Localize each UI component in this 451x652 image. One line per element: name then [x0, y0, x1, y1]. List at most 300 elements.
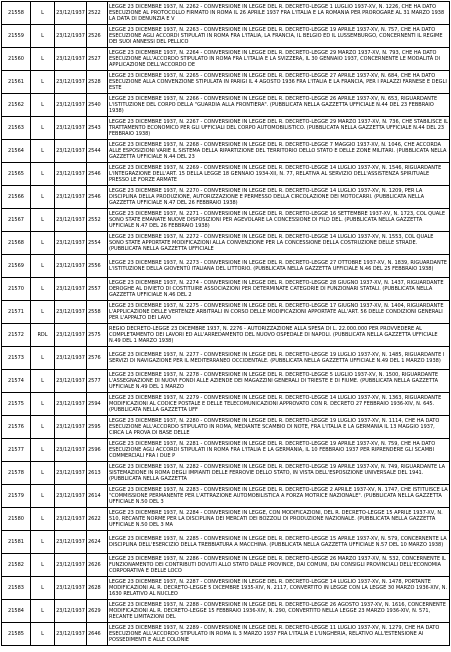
- row-date: [55, 278, 87, 301]
- row-number: [2, 140, 31, 163]
- row-number: [2, 393, 31, 416]
- row-description-text: LEGGE 23 DICEMBRE 1937, N. 2268 - CONVERSIONE IN LEGGE DEL R. DECRETO-LEGGE 7 MAGGIO 1937-XV, N. 1046, CHE ACCORDA ALLE ESPOSIZIONI VARIE IL SISTEMA DELLA RIPARTIZIONE DEL TERRITORIO DELLO STATO E DELLE ZONE MILITARI. (PUBBLICATA NELLA GAZZETTA UFFICIALE N.44 DEL 23: [109, 142, 447, 160]
- row-description-text: LEGGE 23 DICEMBRE 1937, N. 2267 - CONVERSIONE IN LEGGE DEL R. DECRETO-LEGGE 29 MARZO 1937-XV, N. 736, CHE STABILISCE IL TRATTAMENTO ECONOMICO PER GLI UFFICIALI DEL CORPO AUTOMOBILISTICO. (PUBBLICATA NELLA GAZZETTA UFFICIALE N.44 DEL 23 FEBBRAIO 1938): [109, 119, 448, 137]
- row-act-type-text: L: [41, 79, 44, 85]
- row-number: [2, 71, 31, 94]
- row-page: [87, 324, 108, 347]
- row-number-text: 21569: [8, 263, 24, 269]
- row-date: [55, 554, 87, 577]
- row-description-text: LEGGE 23 DICEMBRE 1937, N. 2284 - CONVERSIONE IN LEGGE, CON MODIFICAZIONI, DEL R. DECRETO-LEGGE 15 APRILE 1937-XV, N. 510, RECANTE NORME PER LA DISCIPLINA DEI MERCATI DEI BOZZOLI DI PRODUZIONE NAZIONALE. (PUBBLICATA NELLA GAZZETTA UFFICIALE N.50 DEL 3 MA: [109, 510, 443, 528]
- row-page-text: 2540: [88, 102, 101, 108]
- row-act-type-text: L: [41, 470, 44, 476]
- row-date-text: 23/12/1937: [56, 102, 85, 108]
- row-date: [55, 577, 87, 600]
- row-description: [108, 301, 450, 324]
- row-page: [87, 163, 108, 186]
- row-number-text: 21583: [8, 585, 24, 591]
- row-page-text: 2528: [88, 79, 101, 85]
- row-date-text: 23/12/1937: [56, 309, 85, 315]
- row-date: [55, 209, 87, 232]
- row-act-type-text: L: [41, 539, 44, 545]
- row-act-type: [31, 71, 55, 94]
- row-date: [55, 2, 87, 25]
- row-page-text: 2594: [88, 401, 101, 407]
- row-number-text: 21581: [8, 539, 24, 545]
- row-description-text: LEGGE 23 DICEMBRE 1937, N. 2281 - CONVERSIONE IN LEGGE DEL R. DECRETO-LEGGE 19 APRILE 1937-XV, N. 759, CHE HA DATO ESECUZIONE AGLI ACCORDI STIPULATI IN ROMA FRA L'ITALIA E LA GERMANIA, IL 10 FEBBRAIO 1937 PER RIPRENDERE GLI SCAMBI COMMERCIALI FRA I DUE P: [109, 441, 436, 459]
- row-number: [2, 439, 31, 462]
- row-page: [87, 117, 108, 140]
- row-page: [87, 554, 108, 577]
- row-act-type: [31, 600, 55, 623]
- row-number-text: 21572: [8, 332, 24, 338]
- row-act-type-text: L: [41, 493, 44, 499]
- row-act-type: [31, 393, 55, 416]
- row-number-text: 21577: [8, 447, 24, 453]
- row-date: [55, 301, 87, 324]
- row-date-text: 23/12/1937: [56, 332, 85, 338]
- row-description: [108, 140, 450, 163]
- row-number-text: 21584: [8, 608, 24, 614]
- table-row: [2, 186, 450, 209]
- row-act-type: [31, 2, 55, 25]
- row-act-type-text: RDL: [37, 332, 48, 338]
- row-number: [2, 508, 31, 531]
- row-number: [2, 209, 31, 232]
- row-page: [87, 140, 108, 163]
- table-row: [2, 531, 450, 554]
- row-date-text: 23/12/1937: [56, 263, 85, 269]
- row-date: [55, 324, 87, 347]
- row-description: [108, 255, 450, 278]
- row-date-text: 23/12/1937: [56, 148, 85, 154]
- row-number-text: 21582: [8, 562, 24, 568]
- row-number: [2, 485, 31, 508]
- row-act-type: [31, 255, 55, 278]
- row-page-text: 2622: [88, 516, 101, 522]
- row-date: [55, 232, 87, 255]
- row-description: [108, 94, 450, 117]
- row-number-text: 21568: [8, 240, 24, 246]
- row-act-type-text: L: [41, 378, 44, 384]
- row-date-text: 23/12/1937: [56, 33, 85, 39]
- row-description-text: LEGGE 23 DICEMBRE 1937, N. 2263 - CONVERSIONE IN LEGGE DEL R. DECRETO-LEGGE 19 APRILE 1937-XV, N. 757, CHE HA DATO ESECUZIONE AGLI ACCORDI STIPULATI IN ROMA FRA L'ITALIA, LA FRANCIA, IL BELGIO ED IL LUSSEMBURGO, CONCERNENTI IL REGIME DEI SUOI ANNESSI DEL PELLICO: [109, 27, 443, 45]
- row-act-type: [31, 209, 55, 232]
- row-page-text: 2522: [88, 10, 101, 16]
- row-page: [87, 347, 108, 370]
- row-act-type: [31, 301, 55, 324]
- row-act-type-text: L: [41, 286, 44, 292]
- row-description-text: LEGGE 23 DICEMBRE 1937, N. 2265 - CONVERSIONE IN LEGGE DEL R. DECRETO-LEGGE 27 APRILE 1937-XV, N. 684, CHE HA DATO ESECUZIONE ALLA CONVENZIONE STIPULATA IN PARIGI IL 4 AGOSTO 1936 FRA L'ITALIA E LA FRANCIA, PER I PALAZZI FARNESE E DEGLI ESTE: [109, 73, 447, 91]
- table-row: [2, 623, 450, 646]
- row-act-type: [31, 508, 55, 531]
- table-row: [2, 140, 450, 163]
- row-description: [108, 416, 450, 439]
- row-date: [55, 140, 87, 163]
- row-description-text: LEGGE 23 DICEMBRE 1937, N. 2264 - CONVERSIONE IN LEGGE DEL R. DECRETO-LEGGE 29 MARZO 1937-XV, N. 793, CHE HA DATO ESECUZIONE ALL'ACCORDO STIPULATO IN ROMA FRA L'ITALIA E LA SVIZZERA, IL 30 GENNAIO 1937, CONCERNENTE LE MODALITÀ DI APPLICAZIONE DELL'ACCORDO DE: [109, 50, 441, 68]
- row-date: [55, 531, 87, 554]
- row-description-text: LEGGE 23 DICEMBRE 1937, N. 2289 - CONVERSIONE IN LEGGE DEL R. DECRETO-LEGGE 11 LUGLIO 1937-XV, N. 1279, CHE HA DATO ESECUZIONE ALL'ACCORDO STIPULATO IN ROMA IL 3 MARZO 1937 FRA L'ITALIA E L'UNGHERIA, RELATIVO ALL'ESTENSIONE AI POSSEDIMENTI E ALLE COLONIE: [109, 625, 440, 643]
- table-row: [2, 393, 450, 416]
- row-description: [108, 347, 450, 370]
- row-page-text: 2552: [88, 217, 101, 223]
- row-act-type: [31, 278, 55, 301]
- row-description-text: REGIO DECRETO-LEGGE 23 DICEMBRE 1937, N. 2276 - AUTORIZZAZIONE ALLA SPESA DI L. 22.000.000 PER PROVVEDERE AL COMPLETAMENTO DEI LAVORI ED ALL'ARREDAMENTO DEL NUOVO OSPEDALE DI NAPOLI. (PUBBLICATA NELLA GAZZETTA UFFICIALE N.49 DEL 1 MARZO 1938): [109, 326, 438, 344]
- row-number: [2, 600, 31, 623]
- table-row: [2, 25, 450, 48]
- row-date: [55, 117, 87, 140]
- row-page-text: 2543: [88, 125, 101, 131]
- row-description: [108, 186, 450, 209]
- row-number: [2, 324, 31, 347]
- row-date: [55, 48, 87, 71]
- row-page-text: 2576: [88, 355, 101, 361]
- row-number: [2, 278, 31, 301]
- row-number-text: 21571: [8, 309, 24, 315]
- row-page-text: 2526: [88, 33, 101, 39]
- row-number: [2, 531, 31, 554]
- row-number-text: 21565: [8, 171, 24, 177]
- row-description-text: LEGGE 23 DICEMBRE 1937, N. 2274 - CONVERSIONE IN LEGGE DEL R. DECRETO-LEGGE 28 GIUGNO 1937-XV, N. 1437, RIGUARDANTE DEROGHE AL DIVIETO DI COSTITUIRE ASSOCIAZIONI PER DETERMINATE CATEGORIE DI FUNZIONARI STATALI. (PUBBLICATA NELLA GAZZETTA UFFICIALE N.46 DEL 2: [109, 280, 444, 298]
- row-number-text: 21558: [8, 10, 24, 16]
- row-page-text: 2557: [88, 286, 101, 292]
- row-page: [87, 370, 108, 393]
- row-page: [87, 439, 108, 462]
- row-number-text: 21559: [8, 33, 24, 39]
- row-description: [108, 163, 450, 186]
- row-number: [2, 462, 31, 485]
- row-date-text: 23/12/1937: [56, 56, 85, 62]
- row-date-text: 23/12/1937: [56, 424, 85, 430]
- row-date: [55, 600, 87, 623]
- row-description-text: LEGGE 23 DICEMBRE 1937, N. 2288 - CONVERSIONE IN LEGGE DEL R. DECRETO-LEGGE 26 AGOSTO 1937-XV, N. 1616, CONCERNENTE MODIFICAZIONI AL R. DECRETO-LEGGE 15 FEBBRAIO 1936-XIV, N. 290, CONVERTITO NELLA LEGGE 23 MARZO 1936-XIV, N. 571, RECANTE LIMITAZIONI DEL: [109, 602, 446, 620]
- row-date: [55, 393, 87, 416]
- row-act-type: [31, 439, 55, 462]
- row-act-type-text: L: [41, 401, 44, 407]
- row-date-text: 23/12/1937: [56, 631, 85, 637]
- row-page-text: 2527: [88, 56, 101, 62]
- row-date: [55, 370, 87, 393]
- row-number: [2, 48, 31, 71]
- row-page: [87, 2, 108, 25]
- row-act-type: [31, 531, 55, 554]
- row-page-text: 2554: [88, 240, 101, 246]
- row-page: [87, 186, 108, 209]
- row-page-text: 2556: [88, 263, 101, 269]
- row-act-type: [31, 370, 55, 393]
- row-act-type: [31, 25, 55, 48]
- row-page: [87, 278, 108, 301]
- row-description: [108, 600, 450, 623]
- row-act-type-text: L: [41, 217, 44, 223]
- row-page: [87, 577, 108, 600]
- table-row: [2, 301, 450, 324]
- legislation-register-table: [1, 1, 450, 646]
- row-act-type: [31, 416, 55, 439]
- row-act-type-text: L: [41, 355, 44, 361]
- row-date-text: 23/12/1937: [56, 10, 85, 16]
- row-number: [2, 94, 31, 117]
- row-date-text: 23/12/1937: [56, 171, 85, 177]
- row-description-text: LEGGE 23 DICEMBRE 1937, N. 2280 - CONVERSIONE IN LEGGE DEL R. DECRETO-LEGGE 19 LUGLIO 1937-XV, N. 1114, CHE HA DATO ESECUZIONE ALL'ACCORDO STIPULATO IN ROMA, MEDIANTE SCAMBIO DI NOTE, FRA L'ITALIA E LA GERMANIA IL 13 MAGGIO 1937, CIRCA LA PROVA DI BASE DELLE: [109, 418, 440, 436]
- row-description-text: LEGGE 23 DICEMBRE 1937, N. 2270 - CONVERSIONE IN LEGGE DEL R. DECRETO-LEGGE 14 LUGLIO 1937-XV, N. 1209, PER LA DISCIPLINA DELLA PRODUZIONE, AUTORIZZAZIONE E PERMESSO DELLA CIRCOLAZIONE DEI MOTOCARRI. (PUBBLICATA NELLA GAZZETTA UFFICIALE N.47 DEL 26 FEBBRAIO 1938): [109, 188, 425, 206]
- row-number: [2, 232, 31, 255]
- row-date: [55, 485, 87, 508]
- row-act-type-text: L: [41, 263, 44, 269]
- row-description: [108, 117, 450, 140]
- row-description-text: LEGGE 23 DICEMBRE 1937, N. 2286 - CONVERSIONE IN LEGGE DEL R. DECRETO-LEGGE 26 MARZO 1937-XV, N. 532, CONCERNENTE IL FUNZIONAMENTO DEI CONTRIBUTI DOVUTI ALLO STATO DALLE PROVINCE, DAI COMUNI, DAI CONSIGLI PROVINCIALI DELL'ECONOMIA CORPORATIVA E DELLE LOCO: [109, 556, 446, 574]
- row-description: [108, 232, 450, 255]
- row-description-text: LEGGE 23 DICEMBRE 1937, N. 2282 - CONVERSIONE IN LEGGE DEL R. DECRETO-LEGGE 19 APRILE 1937-XV, N. 749, RIGUARDANTE LA SISTEMAZIONE IN ROMA DEGLI IMPIANTI DELLE FERROVIE DELLO STATO, IN VISTA DELL'ESPOSIZIONE UNIVERSALE DEL 1941. (PUBBLICATA NELLA GAZZETTA: [109, 464, 446, 482]
- table-row: [2, 209, 450, 232]
- row-page: [87, 462, 108, 485]
- row-page-text: 2577: [88, 378, 101, 384]
- row-description-text: LEGGE 23 DICEMBRE 1937, N. 2273 - CONVERSIONE IN LEGGE DEL R. DECRETO-LEGGE 27 OTTOBRE 1937-XV, N. 1839, RIGUARDANTE L'ISTITUZIONE DELLA GIOVENTÙ ITALIANA DEL LITTORIO. (PUBBLICATA NELLA GAZZETTA UFFICIALE N.46 DEL 25 FEBBRAIO 1938): [109, 260, 447, 272]
- row-description: [108, 508, 450, 531]
- row-number-text: 21564: [8, 148, 24, 154]
- row-page: [87, 600, 108, 623]
- row-number-text: 21574: [8, 378, 24, 384]
- row-page-text: 2614: [88, 493, 101, 499]
- table-row: [2, 577, 450, 600]
- row-page: [87, 416, 108, 439]
- row-number-text: 21567: [8, 217, 24, 223]
- row-date-text: 23/12/1937: [56, 470, 85, 476]
- row-page-text: 2575: [88, 332, 101, 338]
- row-page: [87, 94, 108, 117]
- row-number: [2, 163, 31, 186]
- table-row: [2, 485, 450, 508]
- row-act-type-text: L: [41, 585, 44, 591]
- row-act-type: [31, 577, 55, 600]
- row-date-text: 23/12/1937: [56, 286, 85, 292]
- row-description: [108, 2, 450, 25]
- row-page: [87, 71, 108, 94]
- row-page-text: 2626: [88, 562, 101, 568]
- row-description: [108, 209, 450, 232]
- row-description-text: LEGGE 23 DICEMBRE 1937, N. 2277 - CONVERSIONE IN LEGGE DEL R. DECRETO-LEGGE 19 LUGLIO 1937-XV, N. 1485, RIGUARDANTE I SERVIZI DI NAVIGAZIONE PER IL MEDITERRANEO OCCIDENTALE. (PUBBLICATA NELLA GAZZETTA UFFICIALE N.49 DEL 1 MARZO 1938): [109, 352, 445, 364]
- row-act-type: [31, 623, 55, 646]
- row-page-text: 2613: [88, 470, 101, 476]
- row-description: [108, 554, 450, 577]
- row-page-text: 2546: [88, 171, 101, 177]
- row-date: [55, 94, 87, 117]
- row-date: [55, 163, 87, 186]
- row-date-text: 23/12/1937: [56, 562, 85, 568]
- row-date-text: 23/12/1937: [56, 401, 85, 407]
- table-row: [2, 554, 450, 577]
- row-description-text: LEGGE 23 DICEMBRE 1937, N. 2283 - CONVERSIONE IN LEGGE DEL R. DECRETO-LEGGE 2 APRILE 1937-XV, N. 1747, CHE ISTITUISCE LA "COMMISSIONE PERMANENTE PER L'ATTRAZIONE AUTOMOBILISTICA A FORZA MOTRICE NAZIONALE". (PUBBLICATA NELLA GAZZETTA UFFICIALE N.50 DEL 3: [109, 487, 448, 505]
- row-number-text: 21575: [8, 401, 24, 407]
- row-date: [55, 347, 87, 370]
- row-act-type-text: L: [41, 447, 44, 453]
- table-row: [2, 508, 450, 531]
- row-number-text: 21566: [8, 194, 24, 200]
- table-row: [2, 117, 450, 140]
- row-description: [108, 531, 450, 554]
- row-page: [87, 485, 108, 508]
- table-row: [2, 255, 450, 278]
- row-act-type-text: L: [41, 424, 44, 430]
- row-description-text: LEGGE 23 DICEMBRE 1937, N. 2279 - CONVERSIONE IN LEGGE DEL R. DECRETO-LEGGE 14 LUGLIO 1937-XV, N. 1363, RIGUARDANTE MODIFICAZIONI AL CODICE POSTALE E DELLE TELECOMUNICAZIONI APPROVATO CON R. DECRETO 27 FEBBRAIO 1936-XIV, N. 645. (PUBBLICATA NELLA GAZZETTA UFF: [109, 395, 442, 413]
- row-act-type-text: L: [41, 309, 44, 315]
- row-description: [108, 370, 450, 393]
- row-number: [2, 623, 31, 646]
- row-act-type: [31, 48, 55, 71]
- row-number-text: 21580: [8, 516, 24, 522]
- row-date-text: 23/12/1937: [56, 608, 85, 614]
- row-number-text: 21578: [8, 470, 24, 476]
- row-act-type-text: L: [41, 102, 44, 108]
- row-description-text: LEGGE 23 DICEMBRE 1937, N. 2271 - CONVERSIONE IN LEGGE DEL R. DECRETO-LEGGE 16 SETTEMBRE 1937-XV, N. 1723, COL QUALE SONO STATE EMANATE NUOVE DISPOSIZIONI PER AGEVOLARE LA CONCESSIONE DI FILO DEL. (PUBBLICATA NELLA GAZZETTA UFFICIALE N.47 DEL 26 FEBBRAIO 1938): [109, 211, 446, 229]
- row-date-text: 23/12/1937: [56, 79, 85, 85]
- row-page: [87, 232, 108, 255]
- row-act-type: [31, 324, 55, 347]
- row-date: [55, 462, 87, 485]
- row-page-text: 2629: [88, 608, 101, 614]
- row-description: [108, 278, 450, 301]
- row-date-text: 23/12/1937: [56, 585, 85, 591]
- row-page: [87, 209, 108, 232]
- row-number: [2, 2, 31, 25]
- row-number: [2, 255, 31, 278]
- row-number: [2, 347, 31, 370]
- row-date-text: 23/12/1937: [56, 516, 85, 522]
- row-date: [55, 25, 87, 48]
- row-act-type-text: L: [41, 608, 44, 614]
- row-page-text: 2628: [88, 585, 101, 591]
- row-act-type-text: L: [41, 562, 44, 568]
- row-number: [2, 416, 31, 439]
- row-description: [108, 324, 450, 347]
- row-number: [2, 117, 31, 140]
- row-page-text: 2596: [88, 447, 101, 453]
- row-number: [2, 301, 31, 324]
- row-act-type-text: L: [41, 516, 44, 522]
- row-page: [87, 255, 108, 278]
- row-description: [108, 25, 450, 48]
- row-date-text: 23/12/1937: [56, 539, 85, 545]
- row-date-text: 23/12/1937: [56, 355, 85, 361]
- row-act-type-text: L: [41, 148, 44, 154]
- row-date: [55, 508, 87, 531]
- row-page: [87, 623, 108, 646]
- row-number-text: 21573: [8, 355, 24, 361]
- row-date-text: 23/12/1937: [56, 447, 85, 453]
- row-description: [108, 71, 450, 94]
- row-act-type: [31, 163, 55, 186]
- table-row: [2, 370, 450, 393]
- row-date: [55, 416, 87, 439]
- row-number: [2, 554, 31, 577]
- row-description-text: LEGGE 23 DICEMBRE 1937, N. 2272 - CONVERSIONE IN LEGGE DEL R. DECRETO-LEGGE 14 LUGLIO 1937-XV, N. 1553, COL QUALE SONO STATE APPORTATE MODIFICAZIONI ALLA CONVENZIONE PER LA CONCESSIONE DELLA COSTRUZIONE DELLE STRADE. (PUBBLICATA NELLA GAZZETTA UFFICIALE: [109, 234, 434, 252]
- row-date: [55, 439, 87, 462]
- row-act-type-text: L: [41, 194, 44, 200]
- row-act-type-text: L: [41, 240, 44, 246]
- row-number-text: 21579: [8, 493, 24, 499]
- table-row: [2, 462, 450, 485]
- row-act-type-text: L: [41, 631, 44, 637]
- row-description: [108, 462, 450, 485]
- row-act-type-text: L: [41, 56, 44, 62]
- row-description-text: LEGGE 23 DICEMBRE 1937, N. 2269 - CONVERSIONE IN LEGGE DEL R. DECRETO-LEGGE 14 LUGLIO 1937-XV, N. 1546, RIGUARDANTE L'INTEGRAZIONE DELL'ART. 15 DELLA LEGGE 18 GENNAIO 1934-XII, N. 77, RELATIVA AL SERVIZIO DELL'ASSISTENZA SPIRITUALE PRESSO LE FORZE ARMATE: [109, 165, 442, 183]
- table-row: [2, 278, 450, 301]
- row-act-type: [31, 485, 55, 508]
- row-act-type: [31, 554, 55, 577]
- row-date-text: 23/12/1937: [56, 493, 85, 499]
- row-date: [55, 255, 87, 278]
- row-page: [87, 48, 108, 71]
- row-page-text: 2595: [88, 424, 101, 430]
- row-date: [55, 71, 87, 94]
- row-date-text: 23/12/1937: [56, 217, 85, 223]
- row-act-type-text: L: [41, 171, 44, 177]
- row-number-text: 21561: [8, 79, 24, 85]
- table-row: [2, 439, 450, 462]
- row-act-type: [31, 462, 55, 485]
- row-description-text: LEGGE 23 DICEMBRE 1937, N. 2278 - CONVERSIONE IN LEGGE DEL R. DECRETO-LEGGE 5 LUGLIO 1937-XV, N. 1500, RIGUARDANTE L'ASSEGNAZIONE DI NUOVI FONDI ALLE AZIENDE DEI MAGAZZINI GENERALI DI TRIESTE E DI FIUME. (PUBBLICATA NELLA GAZZETTA UFFICIALE N.49 DEL 1 MARZO: [109, 372, 439, 390]
- table-row: [2, 347, 450, 370]
- row-description-text: LEGGE 23 DICEMBRE 1937, N. 2287 - CONVERSIONE IN LEGGE DEL R. DECRETO-LEGGE 14 LUGLIO 1937-XV, N. 1478, PORTANTE MODIFICAZIONI AL R. DECRETO-LEGGE 5 DICEMBRE 1935-XIV, N. 2117, CONVERTITO IN LEGGE CON LA LEGGE 30 MARZO 1936-XIV, N. 1630 RELATIVO AL NUCLEO: [109, 579, 448, 597]
- row-date: [55, 623, 87, 646]
- row-description: [108, 485, 450, 508]
- row-page: [87, 508, 108, 531]
- row-description-text: LEGGE 23 DICEMBRE 1937, N. 2262 - CONVERSIONE IN LEGGE DEL R. DECRETO-LEGGE 1 LUGLIO 1937-XV, N. 1226, CHE HA DATO ESECUZIONE AL PROTOCOLLO FIRMATO IN ROMA IL 26 APRILE 1937 FRA L'ITALIA E LA ROMANIA PER PROROGARE AL 31 MARZO 1938 LA DATA DI DENUNZIA E V: [109, 4, 445, 22]
- table-row: [2, 232, 450, 255]
- row-number-text: 21563: [8, 125, 24, 131]
- row-act-type: [31, 186, 55, 209]
- row-date: [55, 186, 87, 209]
- row-act-type: [31, 117, 55, 140]
- row-page-text: 2646: [88, 631, 101, 637]
- row-act-type: [31, 94, 55, 117]
- row-act-type: [31, 347, 55, 370]
- row-description: [108, 623, 450, 646]
- row-act-type: [31, 140, 55, 163]
- row-page-text: 2546: [88, 194, 101, 200]
- row-date-text: 23/12/1937: [56, 240, 85, 246]
- row-number: [2, 577, 31, 600]
- row-page-text: 2558: [88, 309, 101, 315]
- row-description: [108, 439, 450, 462]
- row-number-text: 21576: [8, 424, 24, 430]
- row-page: [87, 301, 108, 324]
- row-page: [87, 393, 108, 416]
- row-number: [2, 186, 31, 209]
- row-description: [108, 393, 450, 416]
- table-row: [2, 600, 450, 623]
- table-row: [2, 2, 450, 25]
- row-number-text: 21585: [8, 631, 24, 637]
- table-row: [2, 163, 450, 186]
- row-page: [87, 25, 108, 48]
- register-table-body: [2, 2, 450, 646]
- row-act-type: [31, 232, 55, 255]
- table-row: [2, 48, 450, 71]
- row-description: [108, 48, 450, 71]
- row-date-text: 23/12/1937: [56, 125, 85, 131]
- row-description: [108, 577, 450, 600]
- row-number-text: 21562: [8, 102, 24, 108]
- table-row: [2, 94, 450, 117]
- row-number: [2, 370, 31, 393]
- row-description-text: LEGGE 23 DICEMBRE 1937, N. 2275 - CONVERSIONE IN LEGGE DEL R. DECRETO-LEGGE 17 GIUGNO 1937-XV, N. 1404, RIGUARDANTE L'APPLICAZIONE DELLE VERTENZE ARBITRALI IN CORSO DELLE MODIFICAZIONI APPORTATE ALL'ART. 56 DELLE CONDIZIONI GENERALI PER L'APPALTO DEI LAVO: [109, 303, 444, 321]
- row-page-text: 2624: [88, 539, 101, 545]
- table-row: [2, 416, 450, 439]
- row-description-text: LEGGE 23 DICEMBRE 1937, N. 2285 - CONVERSIONE IN LEGGE DEL R. DECRETO-LEGGE 15 APRILE 1937-XV, N. 579, CONCERNENTE LA DISCIPLINA DELL'ESERCIZIO DELLA TREBBIATURA A MACCHINA. (PUBBLICATA NELLA GAZZETTA UFFICIALE N.57 DEL 10 MARZO 1938): [109, 536, 447, 548]
- row-act-type-text: L: [41, 10, 44, 16]
- table-row: [2, 324, 450, 347]
- row-number-text: 21560: [8, 56, 24, 62]
